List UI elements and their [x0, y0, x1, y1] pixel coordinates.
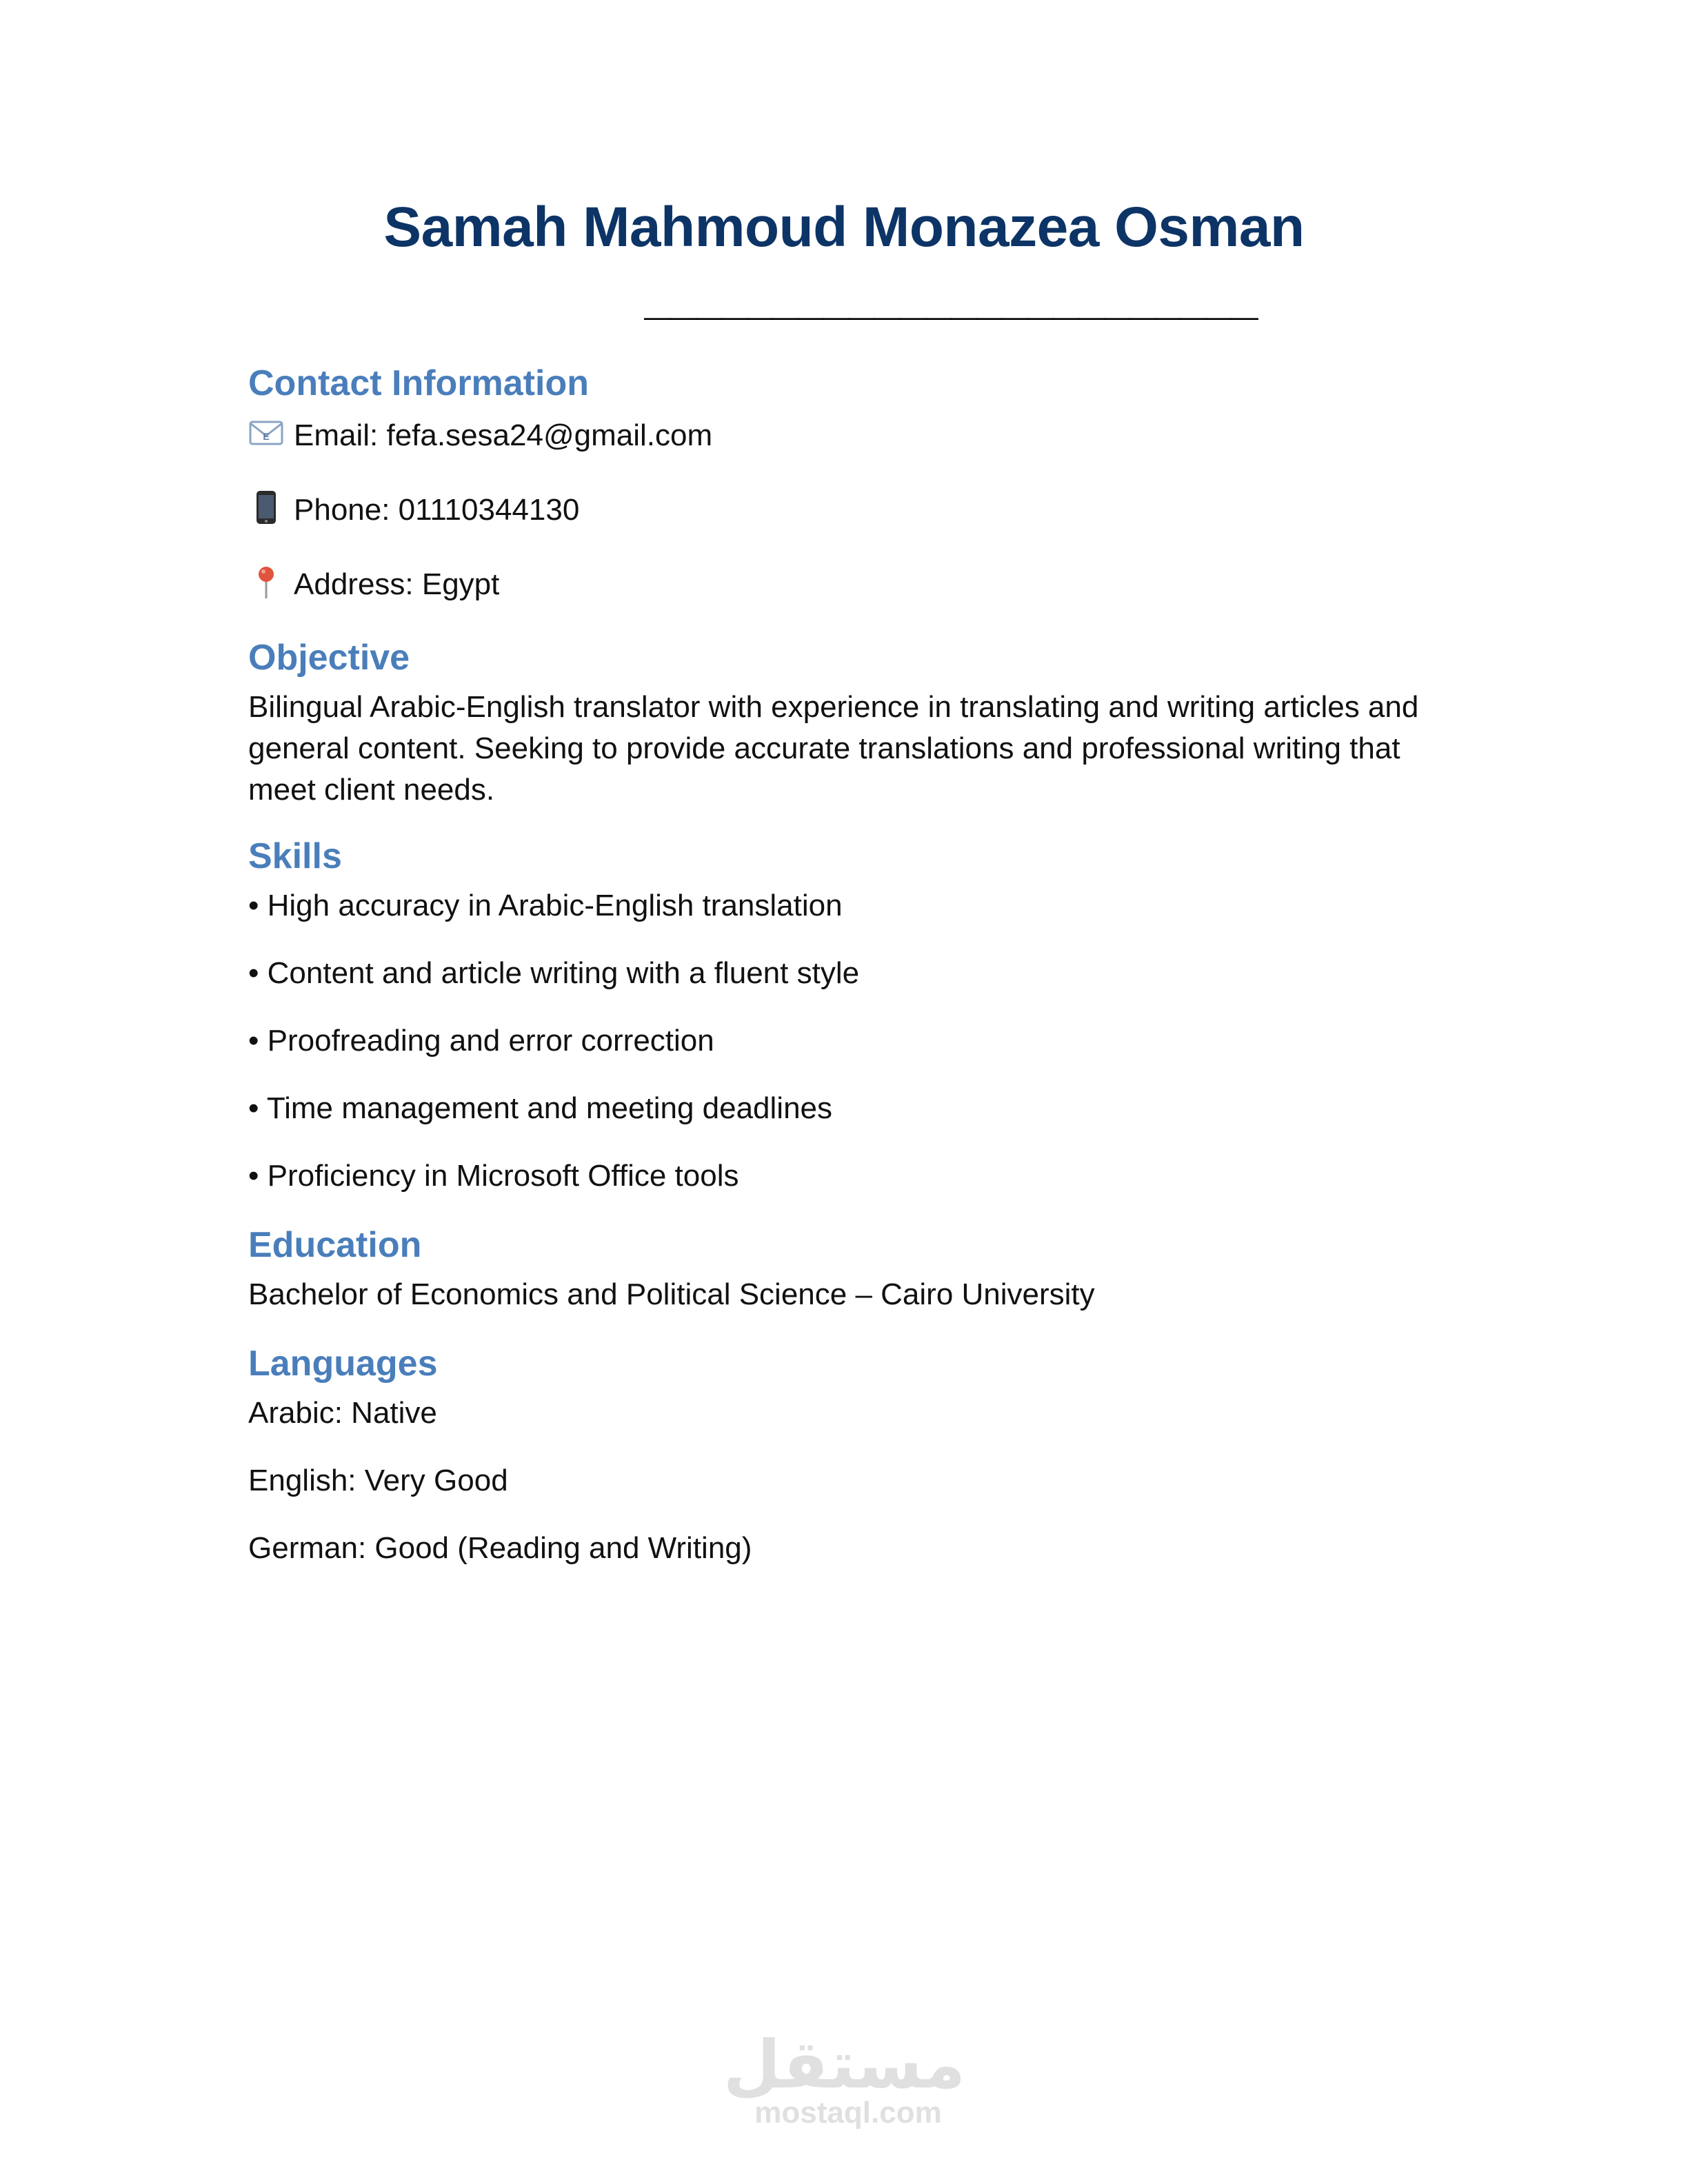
education-text: Bachelor of Economics and Political Science – Cairo University [248, 1277, 1095, 1311]
title-divider: ———————————————————————— [644, 302, 1256, 332]
contact-phone [248, 489, 579, 531]
email-icon [248, 415, 284, 451]
skill-item: • High accuracy in Arabic-English translation [248, 889, 843, 922]
mobile-phone-icon [248, 489, 284, 525]
location-pin-icon [248, 564, 284, 600]
skills-heading: Skills [248, 836, 342, 876]
svg-text:E: E [263, 431, 270, 442]
resume-name: Samah Mahmoud Monazea Osman [383, 196, 1305, 259]
contact-address-text: Address: Egypt [294, 567, 500, 601]
languages-heading: Languages [248, 1344, 438, 1384]
mostaql-watermark [723, 2026, 965, 2130]
language-item: English: Very Good [248, 1464, 508, 1497]
watermark-arabic: مستقل [723, 2026, 965, 2103]
contact-phone-text: Phone: 01110344130 [294, 493, 580, 527]
skill-item: • Proficiency in Microsoft Office tools [248, 1159, 739, 1193]
skill-item: • Time management and meeting deadlines [248, 1091, 833, 1125]
objective-text: Bilingual Arabic-English translator with experience in translating and writing articles and general content. Seeking to provide accurate translations and professional writing that meet client needs. [248, 690, 1419, 807]
language-item: Arabic: Native [248, 1396, 437, 1430]
watermark-latin: mostaql.com [754, 2096, 942, 2130]
skill-item: • Content and article writing with a fluent style [248, 956, 860, 990]
skill-item: • Proofreading and error correction [248, 1024, 714, 1058]
education-heading: Education [248, 1225, 422, 1265]
contact-address [248, 564, 499, 605]
contact-heading: Contact Information [248, 363, 589, 403]
contact-email-text: Email: fefa.sesa24@gmail.com [294, 418, 713, 452]
objective-heading: Objective [248, 638, 410, 678]
contact-email [248, 415, 712, 456]
language-item: German: Good (Reading and Writing) [248, 1531, 752, 1565]
